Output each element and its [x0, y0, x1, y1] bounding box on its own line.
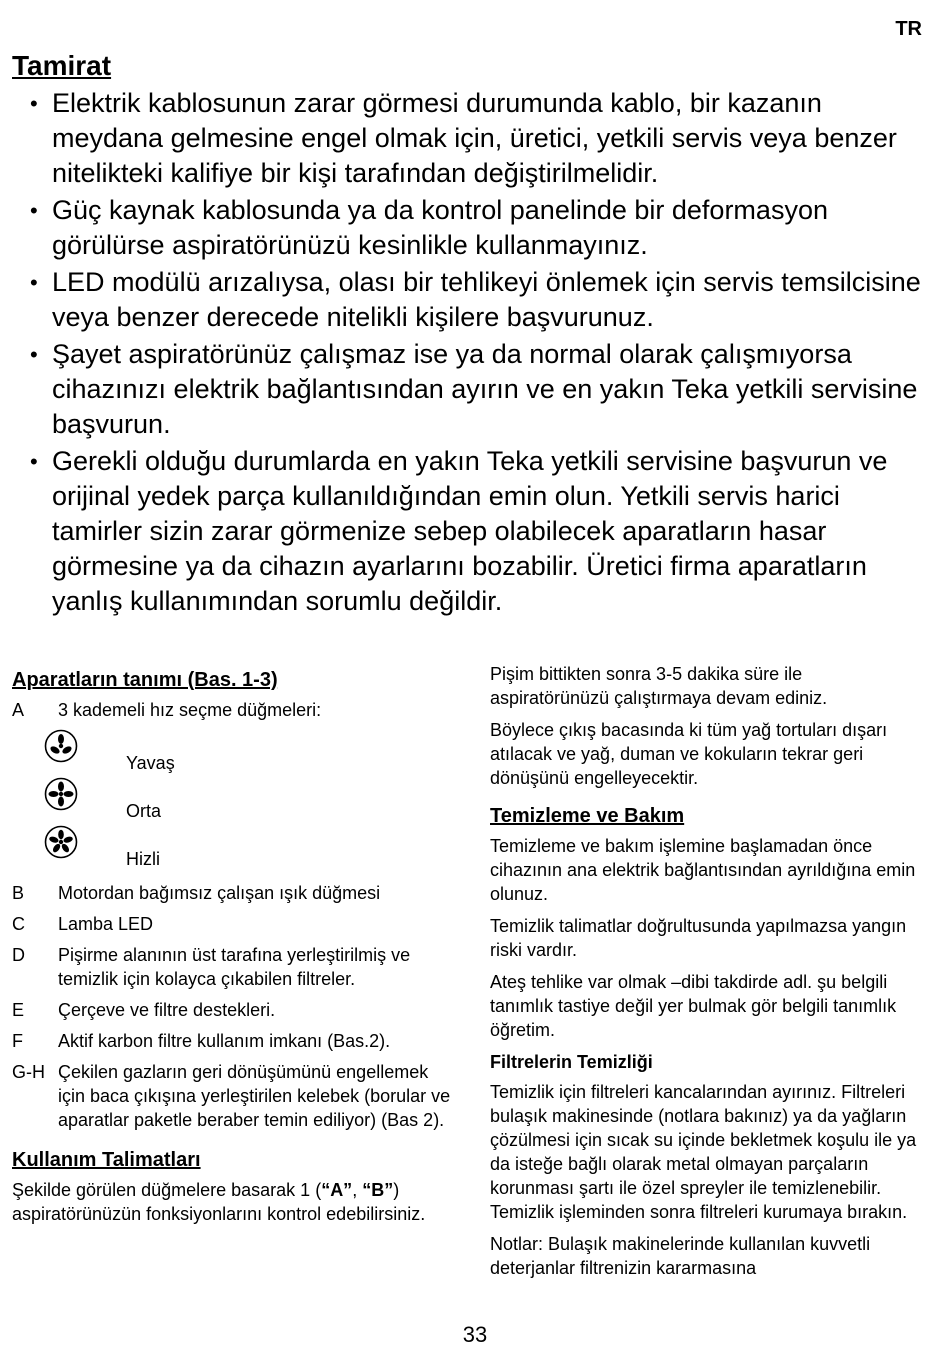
fan-medium-icon: [44, 777, 78, 811]
fan-slow-icon: [44, 729, 78, 763]
parts-row-a: [12, 698, 457, 722]
part-text: Aktif karbon filtre kullanım imkanı (Bas.2).: [58, 1031, 391, 1051]
usage-title: Kullanım Talimatları: [12, 1149, 201, 1171]
parts-row-c: [12, 912, 457, 936]
part-text: 3 kademeli hız seçme düğmeleri:: [58, 700, 322, 720]
parts-row-gh: [12, 1060, 457, 1132]
repair-title: Tamirat: [12, 50, 112, 81]
page-number: 33: [462, 1322, 488, 1347]
usage-text-pre: Şekilde görülen düğmelere basarak 1 (: [12, 1180, 322, 1200]
part-letter: F: [12, 1031, 23, 1051]
paragraph: Ateş tehlike var olmak –dibi takdirde adl. şu belgili tanımlık tastiye değil yer bulmak gör belgili tanımlık öğretim.: [490, 972, 897, 1040]
usage-text-mid: ,: [352, 1180, 363, 1200]
part-letter: B: [12, 883, 25, 903]
part-letter: D: [12, 945, 25, 965]
left-column: [12, 668, 457, 1226]
filters-title: Filtrelerin Temizliği: [490, 1052, 653, 1072]
parts-row-e: [12, 998, 457, 1022]
list-item: • LED modülü arızalıysa, olası bir tehlikeyi önlemek için servis temsilcisine veya benzer derecede nitelikli kişilere başvurunuz.: [30, 265, 930, 335]
cleaning-title: Temizleme ve Bakım: [490, 805, 685, 827]
list-item: • Şayet aspiratörünüz çalışmaz ise ya da normal olarak çalışmıyorsa cihazınızı elektrik bağlantısından ayırın ve en yakın Teka yetkili servisine başvurun.: [30, 337, 930, 442]
paragraph: Temizlik talimatlar doğrultusunda yapılmazsa yangın riski vardır.: [490, 916, 907, 960]
list-item: • Güç kaynak kablosunda ya da kontrol panelinde bir deformasyon görülürse aspiratörünüzü kesinlikle kullanmayınız.: [30, 193, 930, 263]
part-text: Lamba LED: [58, 914, 154, 934]
speed-label: Yavaş: [126, 753, 175, 773]
speed-label: Hizli: [126, 849, 160, 869]
paragraph: Pişim bittikten sonra 3-5 dakika süre ile aspiratörünüzü çalıştırmaya devam ediniz.: [490, 664, 828, 708]
paragraph: Temizlik için filtreleri kancalarından ayırınız. Filtreleri bulaşık makinesinde (notlara bakınız) ya da yağların çözülmesi için sıcak su içinde bekletmek koşulu ile ya da isteğe bağlı olarak metal olmayan parçaların korunması şartı ile özel spreyler ile temizlenebilir. Temizlik işleminden sonra filtreleri kurumaya bırakın.: [490, 1082, 917, 1222]
part-text: Çekilen gazların geri dönüşümünü engellemek için baca çıkışına yerleştirilen kelebek (borular ve aparatlar paketle beraber temin ediliyor) (Bas 2).: [58, 1062, 451, 1130]
paragraph: Böylece çıkış bacasında ki tüm yağ tortuları dışarı atılacak ve yağ, duman ve kokuların tekrar geri dönüşünü engelleyecektir.: [490, 720, 888, 788]
usage-key-b: “B”: [362, 1180, 394, 1200]
parts-title: Aparatların tanımı (Bas. 1-3): [12, 669, 278, 691]
speed-slow-row: [44, 729, 457, 777]
list-item: • Gerekli olduğu durumlarda en yakın Teka yetkili servisine başvurun ve orijinal yedek parça kullanıldığından emin olun. Yetkili servis harici tamirler sizin zarar görmenize sebep olabilecek aparatların hasar görmesine ya da cihazın ayarlarını bozabilir. Üretici firma aparatların yanlış kullanımından sorumlu değildir.: [30, 444, 930, 619]
part-letter: A: [12, 700, 25, 720]
paragraph: Notlar: Bulaşık makinelerinde kullanılan kuvvetli deterjanlar filtrenizin kararmasına: [490, 1234, 871, 1278]
paragraph: Temizleme ve bakım işlemine başlamadan önce cihazının ana elektrik bağlantısından ayrıldığına emin olunuz.: [490, 836, 916, 904]
speed-label: Orta: [126, 801, 162, 821]
usage-paragraph: [12, 1178, 457, 1226]
part-letter: G-H: [12, 1062, 45, 1082]
speed-medium-row: [44, 777, 457, 825]
part-text: Pişirme alanının üst tarafına yerleştirilmiş ve temizlik için kolayca çıkabilen filtreler.: [58, 945, 411, 989]
parts-row-f: [12, 1029, 457, 1053]
parts-row-b: [12, 881, 457, 905]
speed-fast-row: [44, 825, 457, 873]
part-letter: E: [12, 1000, 25, 1020]
parts-row-d: [12, 943, 457, 991]
usage-key-a: “A”: [321, 1180, 353, 1200]
language-code: TR: [895, 18, 922, 40]
part-text: Motordan bağımsız çalışan ışık düğmesi: [58, 883, 381, 903]
list-item: • Elektrik kablosunun zarar görmesi durumunda kablo, bir kazanın meydana gelmesine engel olmak için, üretici, yetkili servis veya benzer nitelikteki kalifiye bir kişi tarafından değiştirilmelidir.: [30, 86, 930, 191]
usage-text-post: ) aspiratörünüzün fonksiyonlarını kontrol edebilirsiniz.: [12, 1180, 426, 1224]
part-text: Çerçeve ve filtre destekleri.: [58, 1000, 276, 1020]
fan-fast-icon: [44, 825, 78, 859]
repair-bullet-list: [30, 86, 930, 621]
part-letter: C: [12, 914, 25, 934]
right-column: [490, 662, 920, 1288]
